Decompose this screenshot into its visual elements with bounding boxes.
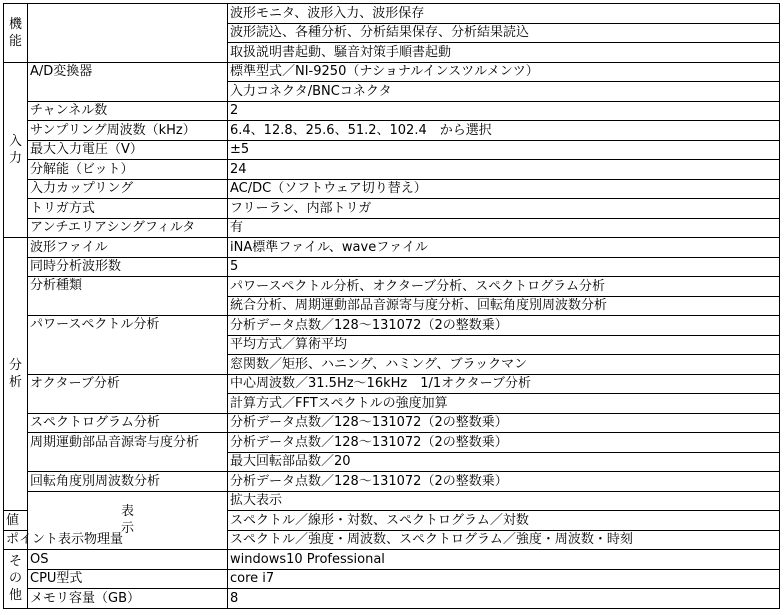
analysis-types-value: パワースペクトル分析、オクターブ分析、スペクトログラム分析 [228,277,780,297]
value-label: 値 [4,511,28,531]
table-row [4,160,780,180]
table-row [4,569,780,589]
table-row [4,4,780,24]
function-value: 取扱説明書起動、騒音対策手順書起動 [228,43,780,63]
trigger-label: トリガ方式 [28,199,228,219]
os-value: windows10 Professional [228,550,780,570]
table-row [4,550,780,570]
spectrogram-value: 分析データ点数／128～131072（2の整数乗） [228,413,780,433]
table-row [4,101,780,121]
category-input: 入 力 [4,62,28,238]
spectrogram-label: スペクトログラム分析 [28,413,228,433]
table-row [4,491,780,511]
point-value: スペクトル／強度・周波数、スペクトログラム／強度・周波数・時刻 [228,530,780,550]
category-function: 機 能 [4,4,28,63]
table-row [4,374,780,394]
trigger-value: フリーラン、内部トリガ [228,199,780,219]
analysis-types-value: 統合分析、周期運動部品音源寄与度分析、回転角度別周波数分析 [228,296,780,316]
category-display: 表 示 [28,491,228,550]
spec-table [3,3,780,609]
os-label: OS [28,550,228,570]
table-row [4,199,780,219]
table-row [4,433,780,453]
table-row [4,62,780,82]
table-row [4,530,780,550]
table-row [4,140,780,160]
power-spectrum-value: 平均方式／算術平均 [228,335,780,355]
periodic-value: 最大回転部品数／20 [228,452,780,472]
power-spectrum-value: 分析データ点数／128～131072（2の整数乗） [228,316,780,336]
cpu-label: CPU型式 [28,569,228,589]
waveform-file-value: iNA標準ファイル、waveファイル [228,238,780,258]
octave-value: 中心周波数／31.5Hz～16kHz 1/1オクターブ分析 [228,374,780,394]
periodic-value: 分析データ点数／128～131072（2の整数乗） [228,433,780,453]
table-row [4,179,780,199]
value-value: スペクトル／線形・対数、スペクトログラム／対数 [228,511,780,531]
zoom-label: 拡大表示 [228,491,780,511]
function-value: 波形読込、各種分析、分析結果保存、分析結果読込 [228,23,780,43]
simultaneous-value: 5 [228,257,780,277]
rotation-label: 回転角度別周波数分析 [28,472,228,492]
category-other: そ の 他 [4,550,28,609]
point-label: ポイント表示物理量 [4,530,28,550]
table-row [4,218,780,238]
simultaneous-label: 同時分析波形数 [28,257,228,277]
table-row [4,277,780,297]
table-row [4,121,780,141]
ad-converter-value: 入力コネクタ/BNCコネクタ [228,82,780,102]
sampling-label: サンプリング周波数（kHz） [28,121,228,141]
octave-value: 計算方式／FFTスペクトルの強度加算 [228,394,780,414]
sampling-value: 6.4、12.8、25.6、51.2、102.4 から選択 [228,121,780,141]
ad-converter-label: A/D変換器 [28,62,228,101]
periodic-label: 周期運動部品音源寄与度分析 [28,433,228,472]
category-analysis: 分 析 [4,238,28,511]
coupling-value: AC/DC（ソフトウェア切り替え） [228,179,780,199]
table-row [4,257,780,277]
analysis-types-label: 分析種類 [28,277,228,316]
power-spectrum-value: 窓関数／矩形、ハニング、ハミング、ブラックマン [228,355,780,375]
table-row [4,238,780,258]
waveform-file-label: 波形ファイル [28,238,228,258]
memory-label: メモリ容量（GB） [28,589,228,609]
resolution-label: 分解能（ビット） [28,160,228,180]
ad-converter-value: 標準型式／NI-9250（ナショナルインスツルメンツ） [228,62,780,82]
resolution-value: 24 [228,160,780,180]
rotation-value: 分析データ点数／128～131072（2の整数乗） [228,472,780,492]
table-row [4,472,780,492]
table-row [4,413,780,433]
coupling-label: 入力カップリング [28,179,228,199]
function-value: 波形モニタ、波形入力、波形保存 [228,4,780,24]
memory-value: 8 [228,589,780,609]
max-voltage-label: 最大入力電圧（V） [28,140,228,160]
antialias-label: アンチエリアシングフィルタ [28,218,228,238]
table-row [4,316,780,336]
table-row [4,589,780,609]
power-spectrum-label: パワースペクトル分析 [28,316,228,375]
channels-value: 2 [228,101,780,121]
cpu-value: core i7 [228,569,780,589]
octave-label: オクターブ分析 [28,374,228,413]
max-voltage-value: ±5 [228,140,780,160]
antialias-value: 有 [228,218,780,238]
function-item-cell [28,4,228,63]
channels-label: チャンネル数 [28,101,228,121]
